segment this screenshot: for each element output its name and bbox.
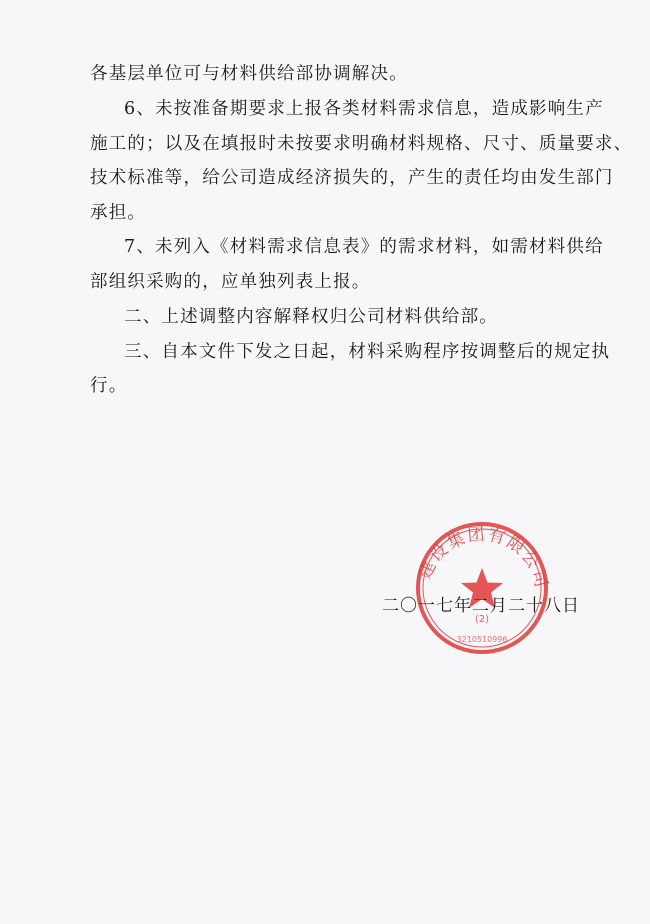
paragraph-line: 三、自本文件下发之日起，材料采购程序按调整后的规定执: [124, 342, 611, 362]
paragraph-line: 二、上述调整内容解释权归公司材料供给部。: [124, 307, 498, 327]
paragraph-line: 各基层单位可与材料供给部协调解决。: [90, 64, 408, 84]
paragraph-line: 技术标准等，给公司造成经济损失的，产生的责任均由发生部门: [90, 168, 614, 188]
paragraph-line: 7、未列入《材料需求信息表》的需求材料，如需材料供给: [124, 237, 604, 257]
seal-name: 建设集团有限公司: [415, 524, 552, 592]
paragraph-line: 承担。: [90, 203, 147, 223]
seal-number: (2): [474, 614, 490, 625]
paragraph-line: 部组织采购的，应单独列表上报。: [90, 272, 371, 292]
paragraph-line: 施工的；以及在填报时未按要求明确材料规格、尺寸、质量要求、: [90, 134, 633, 154]
paragraph-line: 行。: [90, 376, 128, 396]
company-seal: [404, 516, 558, 656]
seal-code: 3210510996: [456, 635, 508, 644]
paragraph-line: 6、未按准备期要求上报各类材料需求信息，造成影响生产: [124, 99, 604, 119]
document-date: 二〇一七年二月二十八日: [382, 596, 580, 616]
